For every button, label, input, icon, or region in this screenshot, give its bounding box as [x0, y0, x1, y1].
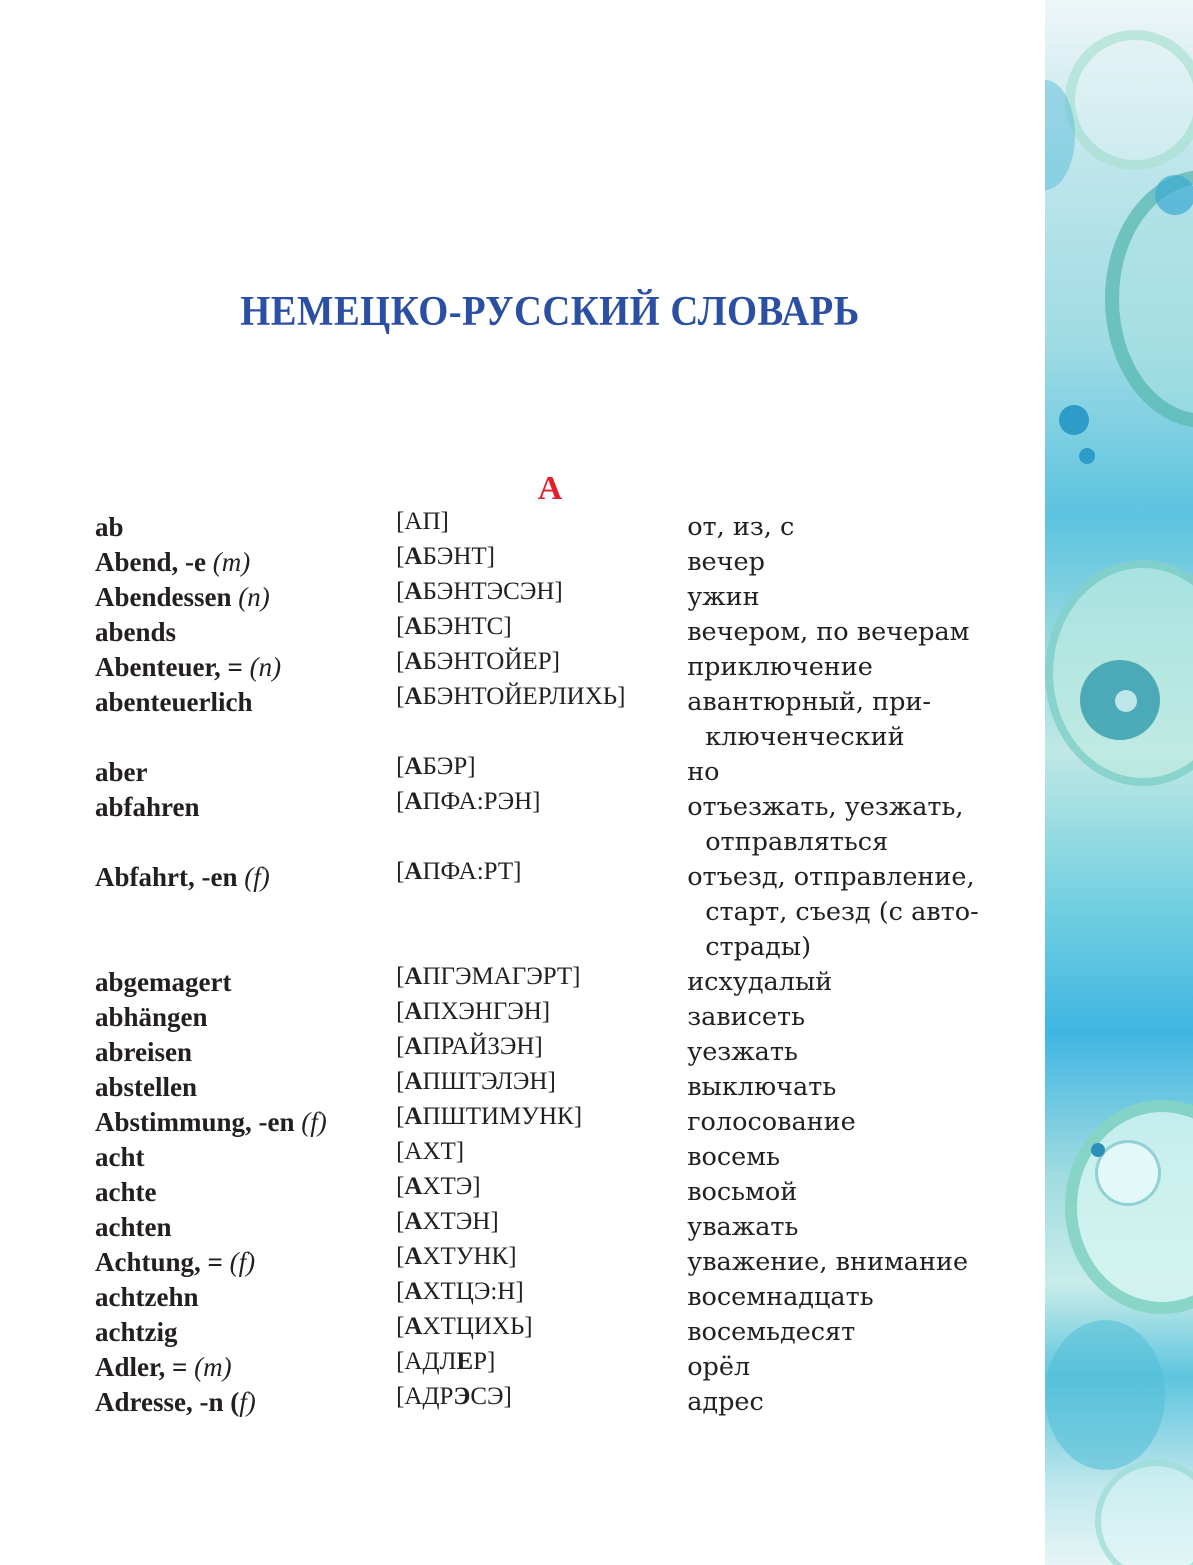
pronunciation [396, 1274, 687, 1309]
pronunciation-rest: ПГЭМАГЭРТ] [422, 963, 581, 990]
cell-illustration [1115, 690, 1137, 712]
german-headword [95, 545, 396, 580]
cell-illustration [1091, 1143, 1105, 1157]
cell-illustration [1079, 448, 1095, 464]
pronunciation [396, 749, 687, 784]
pronunciation-prefix: [ [396, 858, 405, 885]
pronunciation-rest: БЭНТ] [422, 543, 495, 570]
german-headword [95, 1245, 396, 1280]
german-headword [95, 685, 396, 755]
stressed-syllable: А [404, 1103, 423, 1130]
cell-illustration [1065, 1100, 1193, 1314]
russian-translation [687, 1105, 1025, 1140]
german-headword [95, 1070, 396, 1105]
dictionary-entry [95, 685, 1025, 755]
pronunciation-prefix: [ [396, 683, 405, 710]
russian-translation [687, 615, 1025, 650]
translation-line: восемьдесят [687, 1317, 856, 1347]
russian-translation [687, 685, 1025, 755]
translation-line: уважение, внимание [687, 1247, 969, 1277]
german-word: achtzig [95, 1317, 178, 1347]
pronunciation [396, 854, 687, 959]
german-headword [95, 1000, 396, 1035]
german-headword [95, 1105, 396, 1140]
russian-translation [687, 1280, 1025, 1315]
pronunciation-prefix: [ [396, 1278, 405, 1305]
pronunciation-prefix: [ [396, 1068, 405, 1095]
german-word: achtzehn [95, 1282, 199, 1312]
german-word: abreisen [95, 1037, 193, 1067]
pronunciation-prefix: [ [396, 613, 405, 640]
german-word: achte [95, 1177, 157, 1207]
pronunciation-rest: СЭ] [470, 1383, 512, 1410]
translation-line: отъезд, отправление, [687, 862, 975, 892]
pronunciation-prefix: [АДЛ [396, 1348, 457, 1375]
pronunciation-prefix: [ [396, 788, 405, 815]
pronunciation-rest: ХТУНК] [422, 1243, 517, 1270]
gender-marker: f) [239, 1387, 256, 1417]
stressed-syllable: А [404, 1068, 423, 1095]
german-headword [95, 1035, 396, 1070]
translation-line: восемнадцать [687, 1282, 874, 1312]
pronunciation-prefix: [ [396, 508, 405, 535]
pronunciation [396, 504, 687, 539]
page-title: НЕМЕЦКО-РУССКИЙ СЛОВАРЬ [240, 289, 860, 335]
stressed-syllable: А [404, 1173, 423, 1200]
german-word: abstellen [95, 1072, 198, 1102]
german-word: Abendessen [95, 582, 232, 612]
russian-translation [687, 1140, 1025, 1175]
german-headword [95, 1315, 396, 1350]
translation-line: авантюрный, при- [687, 687, 932, 717]
pronunciation-prefix: [ [396, 1208, 405, 1235]
pronunciation [396, 1064, 687, 1099]
pronunciation-rest: ПРАЙЗЭН] [422, 1033, 543, 1060]
stressed-syllable: А [404, 963, 423, 990]
german-word: acht [95, 1142, 145, 1172]
gender-marker: (m) [194, 1352, 232, 1382]
pronunciation [396, 1099, 687, 1134]
translation-line: ключенческий [705, 722, 905, 752]
german-word: aber [95, 757, 148, 787]
section-letter: A [537, 470, 563, 507]
russian-translation [687, 1315, 1025, 1350]
pronunciation-rest: БЭНТЭСЭН] [422, 578, 563, 605]
stressed-syllable: А [404, 1033, 423, 1060]
russian-translation [687, 1000, 1025, 1035]
stressed-syllable: А [404, 1208, 423, 1235]
translation-line: страды) [705, 932, 812, 962]
gender-paren: ( [230, 1387, 240, 1417]
pronunciation-rest: ПШТЭЛЭН] [422, 1068, 556, 1095]
pronunciation-prefix: [ [396, 1243, 405, 1270]
translation-line: зависеть [687, 1002, 806, 1032]
german-headword [95, 580, 396, 615]
german-word: Abstimmung, -en [95, 1107, 295, 1137]
dictionary-entry [95, 1385, 1025, 1420]
stressed-syllable: А [404, 1278, 423, 1305]
cell-illustration [1045, 1320, 1165, 1470]
pronunciation-rest: ХТЭН] [422, 1208, 499, 1235]
gender-marker: (f) [301, 1107, 327, 1137]
translation-line: вечер [687, 547, 765, 577]
german-word: Abenteuer, = [95, 652, 243, 682]
german-headword [95, 1210, 396, 1245]
russian-translation [687, 1245, 1025, 1280]
pronunciation-rest: ПХЭНГЭН] [422, 998, 551, 1025]
german-word: achten [95, 1212, 172, 1242]
translation-line: голосование [687, 1107, 856, 1137]
pronunciation-rest: ХТЭ] [422, 1173, 481, 1200]
german-word: abenteuerlich [95, 687, 253, 717]
stressed-syllable: А [404, 1313, 423, 1340]
pronunciation [396, 1169, 687, 1204]
pronunciation [396, 1134, 687, 1169]
pronunciation-prefix: [ [396, 578, 405, 605]
russian-translation [687, 1035, 1025, 1070]
translation-line: восемь [687, 1142, 780, 1172]
german-headword [95, 650, 396, 685]
pronunciation-rest: АП] [404, 508, 449, 535]
pronunciation-prefix: [ [396, 1313, 405, 1340]
cell-illustration [1095, 1460, 1193, 1565]
stressed-syllable: Э [453, 1383, 471, 1410]
translation-line: отправляться [705, 827, 889, 857]
german-headword [95, 510, 396, 545]
translation-line: ужин [687, 582, 760, 612]
russian-translation [687, 545, 1025, 580]
german-word: Abend, -e [95, 547, 207, 577]
german-headword [95, 790, 396, 860]
german-word: Achtung, = [95, 1247, 223, 1277]
pronunciation-prefix: [ [396, 1103, 405, 1130]
pronunciation [396, 994, 687, 1029]
pronunciation-rest: БЭНТС] [422, 613, 512, 640]
pronunciation [396, 644, 687, 679]
translation-line: уезжать [687, 1037, 798, 1067]
russian-translation [687, 790, 1025, 860]
pronunciation-prefix: [ [396, 998, 405, 1025]
stressed-syllable: А [404, 753, 423, 780]
translation-line: приключение [687, 652, 873, 682]
stressed-syllable: А [404, 788, 423, 815]
pronunciation-rest: ПШТИМУНК] [422, 1103, 583, 1130]
translation-line: исхудалый [687, 967, 833, 997]
pronunciation-rest: БЭНТОЙЕРЛИХЬ] [422, 683, 626, 710]
pronunciation-prefix: [ [396, 543, 405, 570]
pronunciation [396, 1344, 687, 1379]
russian-translation [687, 1385, 1025, 1420]
russian-translation [687, 1175, 1025, 1210]
translation-line: восьмой [687, 1177, 798, 1207]
pronunciation [396, 609, 687, 644]
russian-translation [687, 510, 1025, 545]
dictionary-entry [95, 790, 1025, 860]
german-word: Abfahrt, -en [95, 862, 238, 892]
german-word: abhängen [95, 1002, 208, 1032]
translation-line: но [687, 757, 720, 787]
cell-illustration [1059, 405, 1089, 435]
pronunciation [396, 1379, 687, 1414]
german-word: abfahren [95, 792, 200, 822]
dictionary-table [95, 510, 1025, 1420]
pronunciation [396, 1309, 687, 1344]
stressed-syllable: А [404, 543, 423, 570]
translation-line: вечером, по вечерам [687, 617, 970, 647]
pronunciation [396, 1029, 687, 1064]
pronunciation-prefix: [ [396, 1138, 405, 1165]
pronunciation [396, 679, 687, 749]
gender-marker: (f) [244, 862, 270, 892]
pronunciation-prefix: [АДР [396, 1383, 454, 1410]
german-headword [95, 615, 396, 650]
pronunciation [396, 539, 687, 574]
pronunciation [396, 1239, 687, 1274]
german-word: abends [95, 617, 177, 647]
german-word: abgemagert [95, 967, 232, 997]
pronunciation-rest: ХТЦЭ:Н] [422, 1278, 524, 1305]
german-headword [95, 965, 396, 1000]
russian-translation [687, 1070, 1025, 1105]
german-word: Adler, = [95, 1352, 188, 1382]
stressed-syllable: А [404, 613, 423, 640]
decorative-cell-strip [1045, 0, 1193, 1565]
cell-illustration [1155, 175, 1193, 215]
pronunciation [396, 574, 687, 609]
pronunciation-prefix: [ [396, 1173, 405, 1200]
gender-marker: (m) [212, 547, 251, 577]
gender-marker: (f) [229, 1247, 256, 1277]
russian-translation [687, 860, 1025, 965]
pronunciation-rest: ХТЦИХЬ] [422, 1313, 533, 1340]
pronunciation [396, 784, 687, 854]
russian-translation [687, 965, 1025, 1000]
pronunciation [396, 1204, 687, 1239]
pronunciation-rest: БЭР] [422, 753, 476, 780]
stressed-syllable: А [404, 648, 423, 675]
russian-translation [687, 755, 1025, 790]
gender-marker: (n) [249, 652, 282, 682]
russian-translation [687, 580, 1025, 615]
german-headword [95, 755, 396, 790]
pronunciation-rest: ПФА:РЭН] [422, 788, 541, 815]
pronunciation-prefix: [ [396, 648, 405, 675]
pronunciation-rest: Р] [473, 1348, 496, 1375]
pronunciation [396, 959, 687, 994]
german-headword [95, 1140, 396, 1175]
translation-line: адрес [687, 1387, 764, 1417]
german-word: ab [95, 512, 124, 542]
russian-translation [687, 650, 1025, 685]
translation-line: старт, съезд (с авто- [705, 897, 979, 927]
pronunciation-rest: БЭНТОЙЕР] [422, 648, 560, 675]
pronunciation-prefix: [ [396, 1033, 405, 1060]
cell-illustration [1065, 30, 1193, 170]
translation-line: орёл [687, 1352, 751, 1382]
russian-translation [687, 1350, 1025, 1385]
translation-line: уважать [687, 1212, 799, 1242]
german-headword [95, 1350, 396, 1385]
stressed-syllable: А [404, 1243, 423, 1270]
pronunciation-prefix: [ [396, 963, 405, 990]
gender-marker: (n) [238, 582, 270, 612]
russian-translation [687, 1210, 1025, 1245]
pronunciation-rest: ПФА:РТ] [422, 858, 522, 885]
translation-line: отъезжать, уезжать, [687, 792, 964, 822]
pronunciation-prefix: [ [396, 753, 405, 780]
stressed-syllable: Е [456, 1348, 474, 1375]
german-headword [95, 1385, 396, 1420]
dictionary-entry [95, 860, 1025, 965]
german-headword [95, 1175, 396, 1210]
german-word: Adresse, -n [95, 1387, 224, 1417]
stressed-syllable: А [404, 858, 423, 885]
translation-line: выключать [687, 1072, 837, 1102]
stressed-syllable: А [404, 998, 423, 1025]
translation-line: от, из, с [687, 512, 795, 542]
german-headword [95, 1280, 396, 1315]
stressed-syllable: А [404, 683, 423, 710]
german-headword [95, 860, 396, 965]
pronunciation-rest: АХТ] [404, 1138, 465, 1165]
stressed-syllable: А [404, 578, 423, 605]
